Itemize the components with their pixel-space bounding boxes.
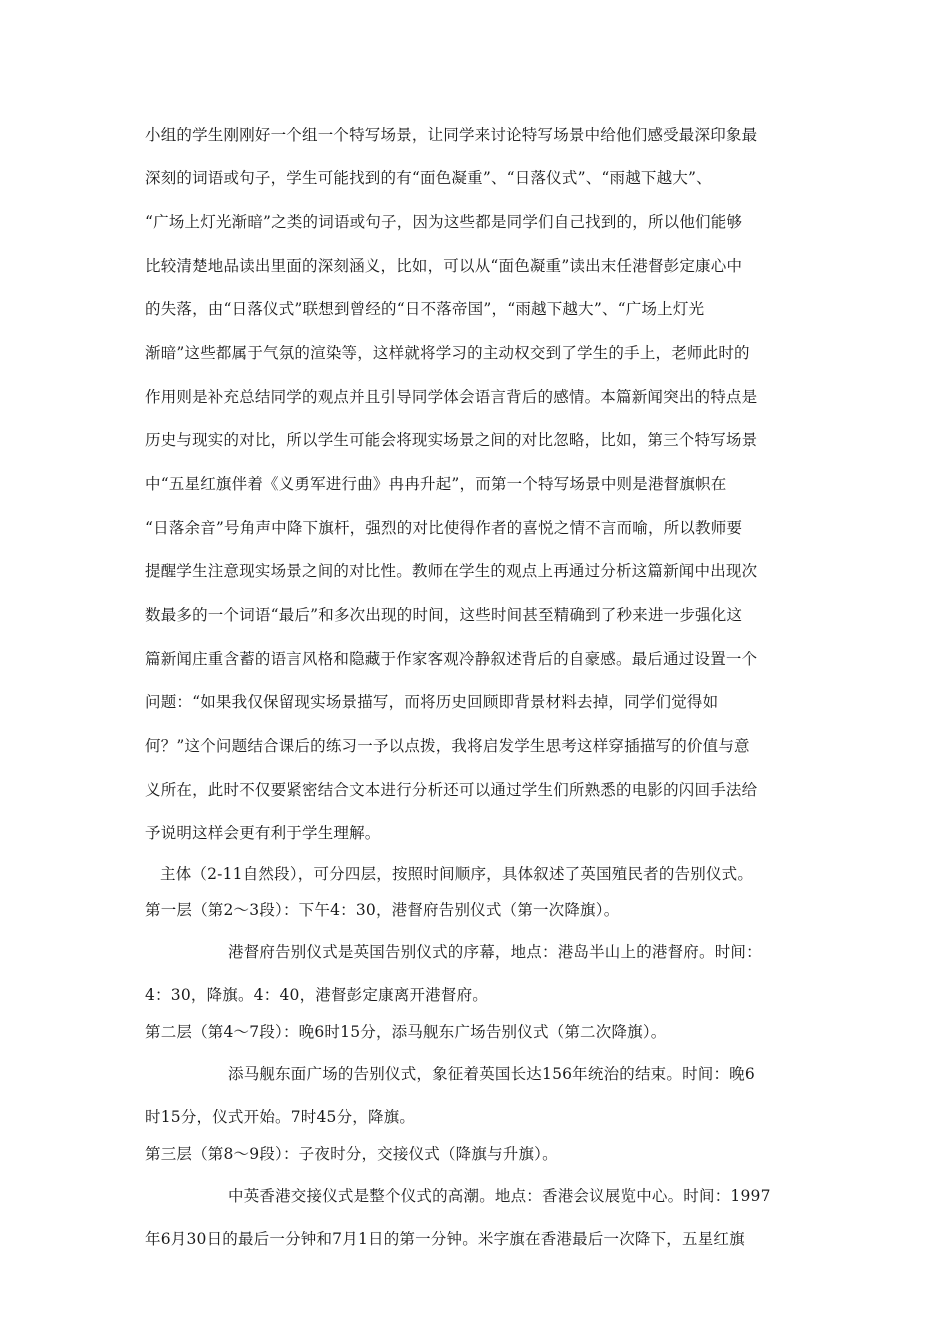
paragraph-line: 深刻的词语或句子，学生可能找到的有“面色凝重”、“日落仪式”、“雨越下越大”、 bbox=[145, 169, 712, 187]
layer-2-text: 添马舰东面广场的告别仪式，象征着英国长达156年统治的结束。时间：晚6 bbox=[228, 1065, 755, 1083]
paragraph-line: “日落余音”号角声中降下旗杆，强烈的对比使得作者的喜悦之情不言而喻，所以教师要 bbox=[145, 519, 743, 537]
layer-1-text: 港督府告别仪式是英国告别仪式的序幕，地点：港岛半山上的港督府。时间： bbox=[228, 943, 762, 961]
paragraph-line: 义所在，此时不仅要紧密结合文本进行分析还可以通过学生们所熟悉的电影的闪回手法给 bbox=[145, 781, 758, 799]
layer-3-text: 年6月30日的最后一分钟和7月1日的第一分钟。米字旗在香港最后一次降下，五星红旗 bbox=[145, 1230, 745, 1248]
paragraph-line: 渐暗”这些都属于气氛的渲染等，这样就将学习的主动权交到了学生的手上，老师此时的 bbox=[145, 344, 750, 362]
paragraph-line: 予说明这样会更有利于学生理解。 bbox=[145, 824, 381, 842]
paragraph-line: 中“五星红旗伴着《义勇军进行曲》冉冉升起”，而第一个特写场景中则是港督旗帜在 bbox=[145, 475, 727, 493]
paragraph-line: 的失落，由“日落仪式”联想到曾经的“日不落帝国”，“雨越下越大”、“广场上灯光 bbox=[145, 300, 705, 318]
layer-1-text: 4：30，降旗。4：40，港督彭定康离开港督府。 bbox=[145, 986, 488, 1004]
paragraph-line: 小组的学生刚刚好一个组一个特写场景，让同学来讨论特写场景中给他们感受最深印象最 bbox=[145, 126, 758, 144]
paragraph-line: 问题：“如果我仅保留现实场景描写，而将历史回顾即背景材料去掉，同学们觉得如 bbox=[145, 693, 719, 711]
layer-2-heading: 第二层（第4～7段）：晚6时15分，添马舰东广场告别仪式（第二次降旗）。 bbox=[145, 1023, 667, 1041]
paragraph-line: “广场上灯光渐暗”之类的词语或句子，因为这些都是同学们自己找到的，所以他们能够 bbox=[145, 213, 743, 231]
paragraph-line: 比较清楚地品读出里面的深刻涵义，比如，可以从“面色凝重”读出末任港督彭定康心中 bbox=[145, 257, 743, 275]
layer-1-heading: 第一层（第2～3段）：下午4：30，港督府告别仪式（第一次降旗）。 bbox=[145, 901, 620, 919]
layer-2-text: 时15分，仪式开始。7时45分，降旗。 bbox=[145, 1108, 416, 1126]
paragraph-line: 数最多的一个词语“最后”和多次出现的时间，这些时间甚至精确到了秒来进一步强化这 bbox=[145, 606, 743, 624]
paragraph-line: 篇新闻庄重含蓄的语言风格和隐藏于作家客观冷静叙述背后的自豪感。最后通过设置一个 bbox=[145, 650, 758, 668]
main-body-summary: 主体（2-11自然段），可分四层，按照时间顺序，具体叙述了英国殖民者的告别仪式。 bbox=[160, 865, 754, 883]
layer-3-heading: 第三层（第8～9段）：子夜时分，交接仪式（降旗与升旗）。 bbox=[145, 1145, 558, 1163]
paragraph-line: 提醒学生注意现实场景之间的对比性。教师在学生的观点上再通过分析这篇新闻中出现次 bbox=[145, 562, 758, 580]
paragraph-line: 作用则是补充总结同学的观点并且引导同学体会语言背后的感情。本篇新闻突出的特点是 bbox=[145, 388, 758, 406]
layer-3-text: 中英香港交接仪式是整个仪式的高潮。地点：香港会议展览中心。时间：1997 bbox=[228, 1187, 771, 1205]
paragraph-line: 何？”这个问题结合课后的练习一予以点拨，我将启发学生思考这样穿插描写的价值与意 bbox=[145, 737, 750, 755]
paragraph-line: 历史与现实的对比，所以学生可能会将现实场景之间的对比忽略，比如，第三个特写场景 bbox=[145, 431, 758, 449]
